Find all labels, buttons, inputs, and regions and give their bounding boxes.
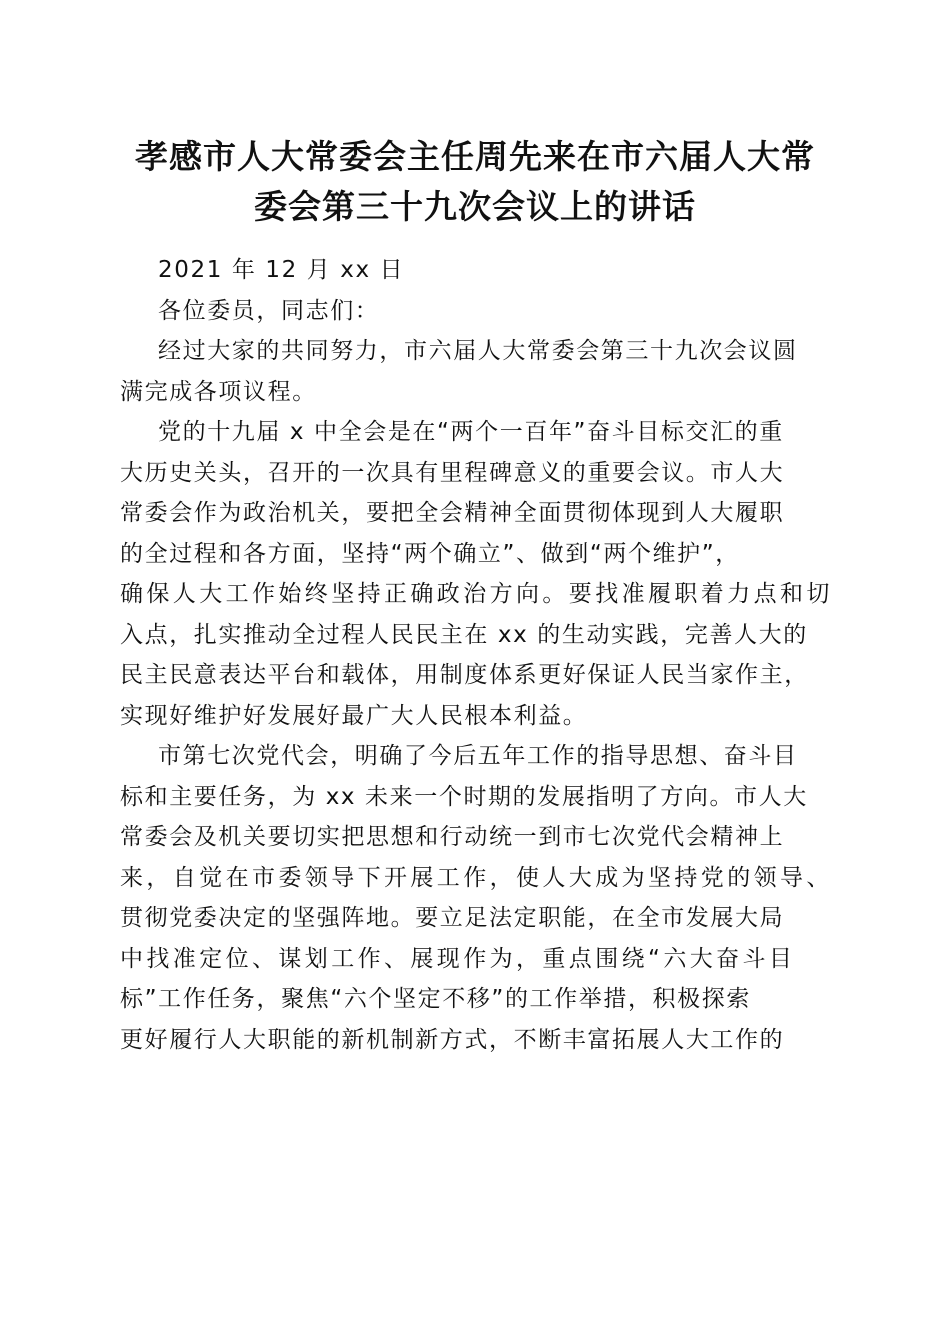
paragraph-line: 贯彻党委决定的坚强阵地。要立足法定职能，在全市发展大局 [120, 905, 785, 931]
paragraph-line: 实现好维护好发展好最广大人民根本利益。 [120, 702, 588, 729]
title-line: 委会第三十九次会议上的讲话 [254, 187, 696, 226]
paragraph-line: 标”工作任务，聚焦“六个坚定不移”的工作举措，积极探索 [120, 986, 751, 1012]
paragraph-line: 大历史关头，召开的一次具有里程碑意义的重要会议。市人大 [120, 459, 785, 486]
document-date: 2021 年 12 月 xx 日 [158, 257, 405, 283]
document-body [120, 250, 832, 1060]
paragraph-line: 经过大家的共同努力，市六届人大常委会第三十九次会议圆 [158, 338, 798, 364]
title-line: 孝感市人大常委会主任周先来在市六届人大常 [135, 137, 815, 176]
paragraph-line: 民主民意表达平台和载体，用制度体系更好保证人民当家作主， [120, 662, 809, 688]
paragraph-line: 市第七次党代会，明确了今后五年工作的指导思想、奋斗目 [158, 743, 798, 769]
paragraph-line: 中找准定位、谋划工作、展现作为，重点围绕“六大奋斗目 [120, 945, 796, 972]
paragraph-line: 标和主要任务，为 xx 未来一个时期的发展指明了方向。市人大 [120, 783, 808, 810]
paragraph-line: 入点，扎实推动全过程人民民主在 xx 的生动实践，完善人大的 [120, 621, 808, 648]
paragraph-line: 常委会及机关要切实把思想和行动统一到市七次党代会精神上 [120, 824, 785, 850]
paragraph-1 [120, 331, 832, 412]
paragraph-line: 常委会作为政治机关，要把全会精神全面贯彻体现到人大履职 [120, 500, 785, 526]
paragraph-2 [120, 412, 832, 736]
paragraph-3 [120, 736, 832, 1060]
paragraph-line: 来，自觉在市委领导下开展工作，使人大成为坚持党的领导、 [120, 864, 833, 891]
paragraph-line: 党的十九届 x 中全会是在“两个一百年”奋斗目标交汇的重 [158, 419, 784, 445]
paragraph-line: 更好履行人大职能的新机制新方式，不断丰富拓展人大工作的 [120, 1026, 785, 1053]
paragraph-line: 满完成各项议程。 [120, 378, 317, 405]
salutation: 各位委员，同志们： [158, 297, 380, 324]
document-title [100, 132, 850, 232]
paragraph-line: 确保人大工作始终坚持正确政治方向。要找准履职着力点和切 [120, 581, 833, 607]
paragraph-line: 的全过程和各方面，坚持“两个确立”、做到“两个维护”， [120, 540, 740, 567]
